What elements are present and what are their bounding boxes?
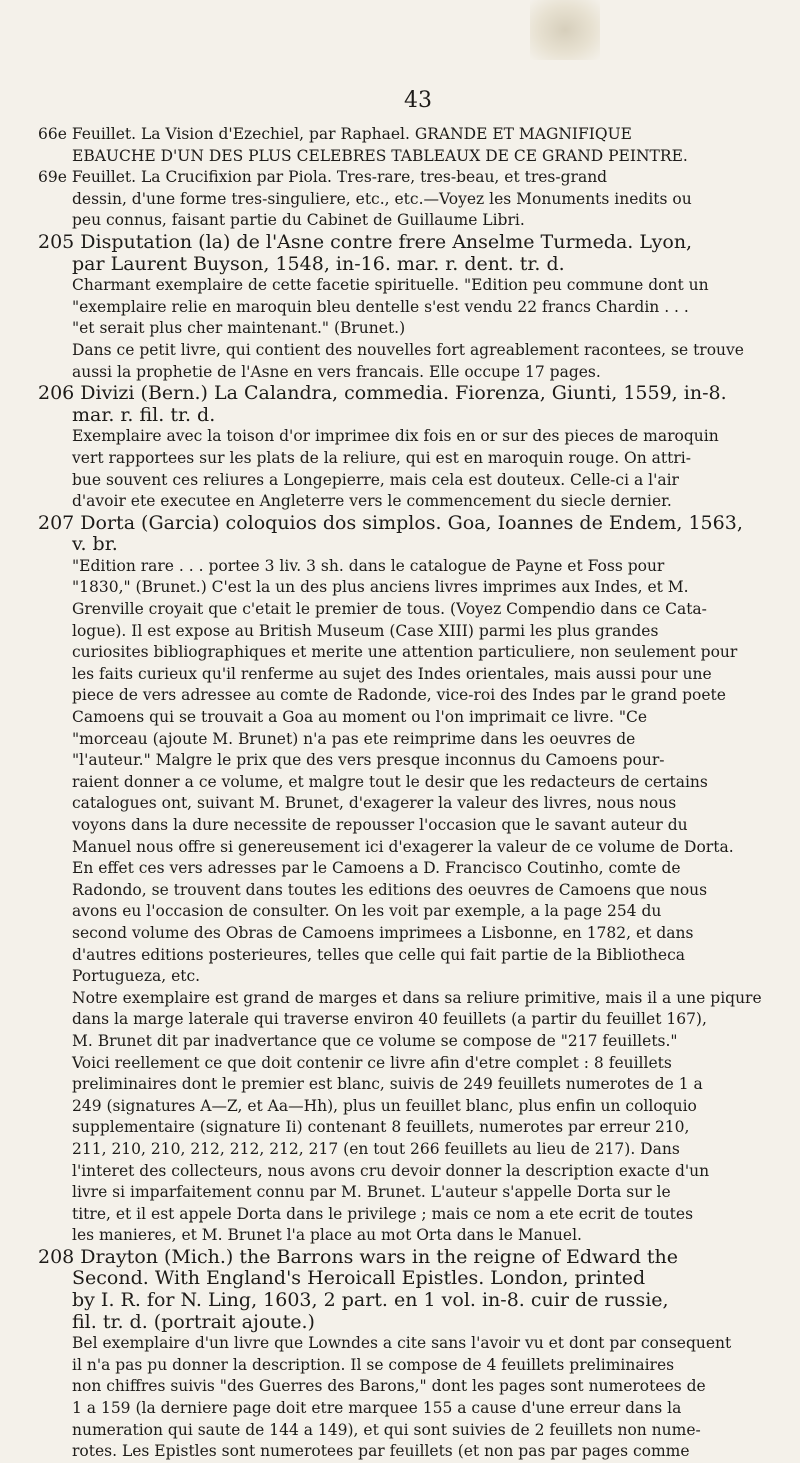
text-line: by I. R. for N. Ling, 1603, 2 part. en 1 vol. in-8. cuir de russie,: [72, 1290, 669, 1312]
text-line: d'avoir ete executee en Angleterre vers le commencement du siecle dernier.: [72, 492, 672, 511]
text-line: Charmant exemplaire de cette facetie spirituelle. "Edition peu commune dont un: [72, 276, 709, 295]
text-line: preliminaires dont le premier est blanc, suivis de 249 feuillets numerotes de 1 a: [72, 1075, 703, 1094]
text-line: d'autres editions posterieures, telles que celle qui fait partie de la Bibliotheca: [72, 945, 686, 964]
text-line: peu connus, faisant partie du Cabinet de Guillaume Libri.: [72, 211, 525, 230]
text-line: v. br.: [72, 534, 118, 556]
text-line: 1 a 159 (la derniere page doit etre marquee 155 a cause d'une erreur dans la: [72, 1399, 682, 1418]
text-line: Second. With England's Heroicall Epistles. London, printed: [72, 1268, 646, 1290]
text-line: rotes. Les Epistles sont numerotees par feuillets (et non pas par pages comme: [72, 1442, 690, 1461]
text-line: dans la marge laterale qui traverse environ 40 feuillets (a partir du feuillet 167),: [72, 1010, 707, 1029]
text-line: "1830," (Brunet.) C'est la un des plus anciens livres imprimes aux Indes, et M.: [72, 578, 689, 597]
catalogue-text: [38, 124, 768, 1463]
text-line: 205 Disputation (la) de l'Asne contre frere Anselme Turmeda. Lyon,: [38, 231, 693, 253]
text-line: 66e Feuillet. La Vision d'Ezechiel, par Raphael. GRANDE ET MAGNIFIQUE: [38, 125, 632, 143]
text-line: "et serait plus cher maintenant." (Brunet.): [72, 319, 406, 338]
page-number: 43: [404, 88, 432, 113]
text-line: "l'auteur." Malgre le prix que des vers presque inconnus du Camoens pour-: [72, 751, 665, 770]
text-line: Portugueza, etc.: [72, 967, 201, 986]
text-line: "morceau (ajoute M. Brunet) n'a pas ete reimprime dans les oeuvres de: [72, 729, 636, 748]
text-line: dessin, d'une forme tres-singuliere, etc., etc.—Voyez les Monuments inedits ou: [72, 189, 692, 208]
text-line: titre, et il est appele Dorta dans le privilege ; mais ce nom a ete ecrit de toutes: [72, 1204, 694, 1223]
text-line: il n'a pas pu donner la description. Il se compose de 4 feuillets preliminaires: [72, 1355, 675, 1374]
text-line: piece de vers adressee au comte de Radonde, vice-roi des Indes par le grand poete: [72, 686, 726, 705]
text-line: Bel exemplaire d'un livre que Lowndes a cite sans l'avoir vu et dont par consequent: [72, 1334, 732, 1353]
text-line: fil. tr. d. (portrait ajoute.): [72, 1311, 315, 1333]
text-line: par Laurent Buyson, 1548, in-16. mar. r. dent. tr. d.: [72, 253, 565, 275]
text-line: Camoens qui se trouvait a Goa au moment ou l'on imprimait ce livre. "Ce: [72, 708, 648, 727]
text-line: second volume des Obras de Camoens imprimees a Lisbonne, en 1782, et dans: [72, 923, 694, 942]
text-line: Voici reellement ce que doit contenir ce livre afin d'etre complet : 8 feuillets: [72, 1053, 672, 1072]
text-line: Radondo, se trouvent dans toutes les editions des oeuvres de Camoens que nous: [72, 880, 708, 899]
text-line: EBAUCHE D'UN DES PLUS CELEBRES TABLEAUX DE CE GRAND PEINTRE.: [72, 146, 688, 165]
text-line: 206 Divizi (Bern.) La Calandra, commedia. Fiorenza, Giunti, 1559, in-8.: [38, 383, 727, 405]
text-line: 207 Dorta (Garcia) coloquios dos simplos. Goa, Ioannes de Endem, 1563,: [38, 512, 743, 534]
text-line: Manuel nous offre si genereusement ici d'exagerer la valeur de ce volume de Dorta.: [72, 837, 734, 856]
text-line: 69e Feuillet. La Crucifixion par Piola. Tres-rare, tres-beau, et tres-grand: [38, 168, 608, 187]
text-line: M. Brunet dit par inadvertance que ce volume se compose de "217 feuillets.": [72, 1031, 678, 1050]
text-line: aussi la prophetie de l'Asne en vers francais. Elle occupe 17 pages.: [72, 362, 601, 381]
text-line: En effet ces vers adresses par le Camoens a D. Francisco Coutinho, comte de: [72, 859, 681, 878]
text-line: numeration qui saute de 144 a 149), et qui sont suivies de 2 feuillets non nume-: [72, 1420, 701, 1439]
text-line: bue souvent ces reliures a Longepierre, mais cela est douteux. Celle-ci a l'air: [72, 470, 679, 489]
text-line: logue). Il est expose au British Museum (Case XIII) parmi les plus grandes: [72, 621, 659, 640]
text-line: les manieres, et M. Brunet l'a place au mot Orta dans le Manuel.: [72, 1226, 582, 1245]
text-line: mar. r. fil. tr. d.: [72, 404, 216, 426]
text-line: 208 Drayton (Mich.) the Barrons wars in the reigne of Edward the: [38, 1246, 679, 1268]
catalogue-page: [38, 0, 768, 1463]
text-line: vert rapportees sur les plats de la reliure, qui est en maroquin rouge. On attri-: [72, 448, 691, 467]
text-line: l'interet des collecteurs, nous avons cru devoir donner la description exacte d'un: [72, 1161, 710, 1180]
text-line: "Edition rare . . . portee 3 liv. 3 sh. dans le catalogue de Payne et Foss pour: [72, 556, 665, 575]
text-line: Exemplaire avec la toison d'or imprimee dix fois en or sur des pieces de maroquin: [72, 427, 719, 446]
text-line: curiosites bibliographiques et merite une attention particuliere, non seulement pour: [72, 643, 738, 662]
text-line: Grenville croyait que c'etait le premier de tous. (Voyez Compendio dans ce Cata-: [72, 600, 707, 619]
text-line: catalogues ont, suivant M. Brunet, d'exagerer la valeur des livres, nous nous: [72, 794, 677, 813]
text-line: avons eu l'occasion de consulter. On les voit par exemple, a la page 254 du: [72, 902, 662, 921]
text-line: voyons dans la dure necessite de repousser l'occasion que le savant auteur du: [72, 816, 688, 834]
text-line: Notre exemplaire est grand de marges et dans sa reliure primitive, mais il a une piqure: [72, 988, 762, 1007]
text-line: non chiffres suivis "des Guerres des Barons," dont les pages sont numerotees de: [72, 1377, 706, 1396]
text-line: 211, 210, 210, 212, 212, 212, 217 (en tout 266 feuillets au lieu de 217). Dans: [72, 1139, 680, 1158]
text-line: "exemplaire relie en maroquin bleu dentelle s'est vendu 22 francs Chardin . . .: [72, 297, 689, 316]
text-line: supplementaire (signature Ii) contenant 8 feuillets, numerotes par erreur 210,: [72, 1118, 690, 1137]
text-line: raient donner a ce volume, et malgre tout le desir que les redacteurs de certains: [72, 772, 708, 791]
text-line: 249 (signatures A—Z, et Aa—Hh), plus un feuillet blanc, plus enfin un colloquio: [72, 1096, 697, 1115]
text-line: Dans ce petit livre, qui contient des nouvelles fort agreablement racontees, se trouve: [72, 340, 744, 359]
text-line: les faits curieux qu'il renferme au sujet des Indes orientales, mais aussi pour une: [72, 664, 712, 683]
text-line: livre si imparfaitement connu par M. Brunet. L'auteur s'appelle Dorta sur le: [72, 1183, 671, 1202]
